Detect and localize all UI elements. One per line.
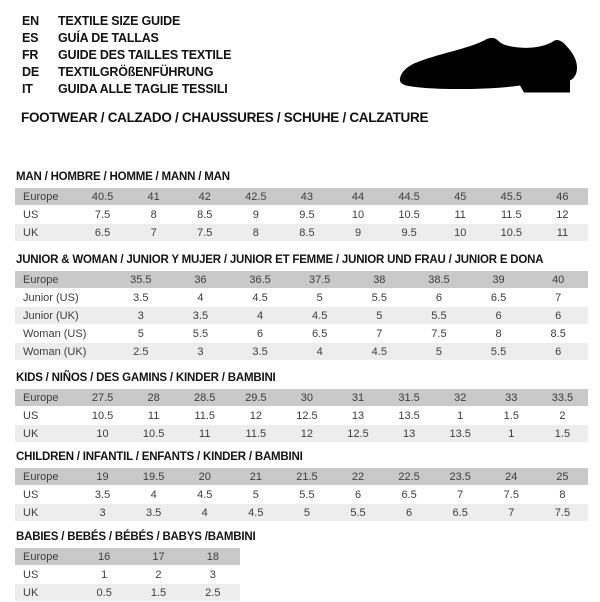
size-row	[15, 486, 588, 503]
row-label: Woman (UK)	[15, 343, 111, 360]
size-cell: 5.5	[409, 307, 469, 324]
size-cell: 7.5	[409, 325, 469, 342]
size-cell: 6	[230, 325, 290, 342]
size-cell: 18	[186, 548, 240, 565]
size-cell: 8	[128, 206, 179, 223]
size-cell: 45	[435, 188, 486, 205]
size-cell: 10.5	[384, 206, 435, 223]
size-cell: 7.5	[537, 504, 588, 521]
size-cell: 10.5	[486, 224, 537, 241]
language-row	[22, 46, 231, 63]
size-cell: 36	[171, 271, 231, 288]
size-row	[15, 504, 588, 521]
size-row	[15, 343, 588, 360]
size-cell: 13	[332, 407, 383, 424]
size-cell: 28.5	[179, 389, 230, 406]
size-cell: 22.5	[384, 468, 435, 485]
size-cell: 10	[435, 224, 486, 241]
size-cell: 30	[281, 389, 332, 406]
size-cell: 6.5	[469, 289, 529, 306]
size-cell: 7.5	[486, 486, 537, 503]
size-cell: 3.5	[128, 504, 179, 521]
size-cell: 42	[179, 188, 230, 205]
section-title: MAN / HOMBRE / HOMME / MANN / MAN	[16, 171, 230, 183]
size-cell: 7.5	[179, 224, 230, 241]
size-cell: 11.5	[179, 407, 230, 424]
size-cell: 6	[409, 289, 469, 306]
size-cell: 8	[537, 486, 588, 503]
row-label: UK	[15, 504, 77, 521]
size-cell: 16	[77, 548, 131, 565]
size-cell: 25	[537, 468, 588, 485]
size-cell: 4.5	[290, 307, 350, 324]
size-cell: 12.5	[332, 425, 383, 442]
size-cell: 4.5	[179, 486, 230, 503]
size-cell: 10.5	[128, 425, 179, 442]
size-cell: 4	[179, 504, 230, 521]
size-row	[15, 224, 588, 241]
size-cell: 39	[469, 271, 529, 288]
size-cell: 11	[128, 407, 179, 424]
size-cell: 7	[128, 224, 179, 241]
size-section-kids	[15, 372, 600, 443]
size-row	[15, 325, 588, 342]
size-cell: 2.5	[111, 343, 171, 360]
language-code: IT	[22, 81, 33, 96]
size-cell: 17	[131, 548, 185, 565]
row-label: US	[15, 486, 77, 503]
size-cell: 7	[350, 325, 410, 342]
size-cell: 8	[230, 224, 281, 241]
size-cell: 37.5	[290, 271, 350, 288]
language-row	[22, 63, 231, 80]
size-cell: 33	[486, 389, 537, 406]
language-code: DE	[22, 64, 39, 79]
row-label: Europe	[15, 468, 77, 485]
size-cell: 11	[537, 224, 588, 241]
size-cell: 9.5	[384, 224, 435, 241]
size-cell: 12	[230, 407, 281, 424]
size-cell: 38.5	[409, 271, 469, 288]
size-cell: 11.5	[486, 206, 537, 223]
size-cell: 3	[77, 504, 128, 521]
section-title: BABIES / BEBÉS / BÉBÉS / BABYS /BAMBINI	[16, 531, 256, 543]
size-row	[15, 206, 588, 223]
language-code: EN	[22, 13, 39, 28]
size-table-body	[15, 271, 588, 360]
size-cell: 12	[281, 425, 332, 442]
size-row	[15, 566, 240, 583]
size-cell: 13.5	[435, 425, 486, 442]
size-section-children	[15, 451, 600, 522]
size-cell: 9	[230, 206, 281, 223]
size-cell: 2	[537, 407, 588, 424]
size-cell: 3.5	[111, 289, 171, 306]
size-cell: 10	[332, 206, 383, 223]
size-cell: 10.5	[77, 407, 128, 424]
size-cell: 44.5	[384, 188, 435, 205]
size-cell: 13.5	[384, 407, 435, 424]
size-cell: 31	[332, 389, 383, 406]
size-cell: 6.5	[384, 486, 435, 503]
language-label: GUIDA ALLE TAGLIE TESSILI	[58, 81, 228, 96]
size-cell: 10	[77, 425, 128, 442]
size-cell: 28	[128, 389, 179, 406]
size-cell: 5.5	[332, 504, 383, 521]
size-cell: 3.5	[171, 307, 231, 324]
size-tables	[0, 171, 600, 602]
size-cell: 40.5	[77, 188, 128, 205]
size-cell: 32	[435, 389, 486, 406]
dress-shoe-icon	[398, 36, 578, 94]
size-row	[15, 307, 588, 324]
section-title: JUNIOR & WOMAN / JUNIOR Y MUJER / JUNIOR ET FEMME / JUNIOR UND FRAU / JUNIOR E DONA	[16, 254, 544, 266]
size-cell: 7	[486, 504, 537, 521]
size-cell: 6	[384, 504, 435, 521]
size-cell: 5.5	[350, 289, 410, 306]
size-cell: 6	[528, 307, 588, 324]
size-cell: 1	[435, 407, 486, 424]
size-cell: 44	[332, 188, 383, 205]
size-cell: 9	[332, 224, 383, 241]
size-section-babies	[15, 531, 600, 602]
size-cell: 7	[528, 289, 588, 306]
size-cell: 42.5	[230, 188, 281, 205]
size-cell: 11	[435, 206, 486, 223]
size-cell: 12	[537, 206, 588, 223]
size-cell: 24	[486, 468, 537, 485]
size-cell: 5	[111, 325, 171, 342]
section-title: CHILDREN / INFANTIL / ENFANTS / KINDER / BAMBINI	[16, 451, 303, 463]
size-cell: 19.5	[128, 468, 179, 485]
size-cell: 2.5	[186, 584, 240, 601]
size-cell: 6.5	[290, 325, 350, 342]
size-cell: 33.5	[537, 389, 588, 406]
size-cell: 4.5	[350, 343, 410, 360]
size-cell: 46	[537, 188, 588, 205]
size-table-junior-woman	[15, 270, 588, 361]
size-cell: 3.5	[230, 343, 290, 360]
size-cell: 22	[332, 468, 383, 485]
size-cell: 3	[171, 343, 231, 360]
size-cell: 12.5	[281, 407, 332, 424]
row-label: Europe	[15, 548, 77, 565]
size-cell: 6	[528, 343, 588, 360]
language-label: TEXTILE SIZE GUIDE	[58, 13, 181, 28]
size-cell: 23.5	[435, 468, 486, 485]
size-cell: 1.5	[537, 425, 588, 442]
size-table-man	[15, 187, 588, 242]
language-label: GUÍA DE TALLAS	[58, 30, 159, 45]
row-label: UK	[15, 425, 77, 442]
size-cell: 7.5	[77, 206, 128, 223]
size-cell: 1	[77, 566, 131, 583]
language-row	[22, 29, 231, 46]
size-cell: 6.5	[77, 224, 128, 241]
size-cell: 11.5	[230, 425, 281, 442]
size-row	[15, 188, 588, 205]
size-cell: 8	[469, 325, 529, 342]
size-cell: 4	[290, 343, 350, 360]
size-cell: 4.5	[230, 289, 290, 306]
size-cell: 4	[230, 307, 290, 324]
size-cell: 8.5	[528, 325, 588, 342]
size-table-body	[15, 548, 240, 601]
size-cell: 38	[350, 271, 410, 288]
size-cell: 5	[281, 504, 332, 521]
size-section-man	[15, 171, 600, 242]
size-row	[15, 289, 588, 306]
size-table-body	[15, 188, 588, 241]
size-cell: 5.5	[171, 325, 231, 342]
size-table-body	[15, 389, 588, 442]
row-label: US	[15, 206, 77, 223]
size-cell: 3.5	[77, 486, 128, 503]
size-cell: 21	[230, 468, 281, 485]
size-cell: 9.5	[281, 206, 332, 223]
size-cell: 0.5	[77, 584, 131, 601]
row-label: Europe	[15, 389, 77, 406]
size-cell: 45.5	[486, 188, 537, 205]
size-cell: 6	[332, 486, 383, 503]
size-cell: 5.5	[469, 343, 529, 360]
size-cell: 41	[128, 188, 179, 205]
size-cell: 31.5	[384, 389, 435, 406]
size-cell: 5	[350, 307, 410, 324]
size-cell: 5.5	[281, 486, 332, 503]
size-cell: 6	[469, 307, 529, 324]
row-label: Europe	[15, 188, 77, 205]
size-cell: 43	[281, 188, 332, 205]
size-row	[15, 271, 588, 288]
category-title: FOOTWEAR / CALZADO / CHAUSSURES / SCHUHE / CALZATURE	[21, 110, 429, 125]
language-label: TEXTILGRÖßENFÜHRUNG	[58, 64, 214, 79]
size-cell: 4.5	[230, 504, 281, 521]
size-cell: 6.5	[435, 504, 486, 521]
size-cell: 35.5	[111, 271, 171, 288]
size-cell: 2	[131, 566, 185, 583]
size-cell: 29.5	[230, 389, 281, 406]
size-cell: 1	[486, 425, 537, 442]
row-label: Europe	[15, 271, 111, 288]
size-cell: 8.5	[179, 206, 230, 223]
size-cell: 11	[179, 425, 230, 442]
row-label: Junior (UK)	[15, 307, 111, 324]
row-label: UK	[15, 584, 77, 601]
size-cell: 5	[409, 343, 469, 360]
size-row	[15, 389, 588, 406]
size-cell: 1.5	[486, 407, 537, 424]
size-cell: 20	[179, 468, 230, 485]
row-label: US	[15, 566, 77, 583]
size-cell: 7	[435, 486, 486, 503]
size-cell: 3	[111, 307, 171, 324]
size-cell: 40	[528, 271, 588, 288]
section-title: KIDS / NIÑOS / DES GAMINS / KINDER / BAMBINI	[16, 372, 276, 384]
size-table-body	[15, 468, 588, 521]
size-cell: 13	[384, 425, 435, 442]
language-code: FR	[22, 47, 39, 62]
size-row	[15, 548, 240, 565]
row-label: Woman (US)	[15, 325, 111, 342]
language-list	[22, 12, 231, 97]
size-cell: 1.5	[131, 584, 185, 601]
size-table-kids	[15, 388, 588, 443]
header	[0, 0, 600, 126]
size-cell: 4	[171, 289, 231, 306]
language-row	[22, 80, 231, 97]
row-label: Junior (US)	[15, 289, 111, 306]
language-row	[22, 12, 231, 29]
size-row	[15, 407, 588, 424]
size-section-junior-woman	[15, 254, 600, 361]
language-label: GUIDE DES TAILLES TEXTILE	[58, 47, 232, 62]
size-table-babies	[15, 547, 240, 602]
language-code: ES	[22, 30, 39, 45]
size-cell: 5	[290, 289, 350, 306]
size-cell: 21.5	[281, 468, 332, 485]
size-row	[15, 584, 240, 601]
size-table-children	[15, 467, 588, 522]
size-cell: 27.5	[77, 389, 128, 406]
size-cell: 8.5	[281, 224, 332, 241]
row-label: US	[15, 407, 77, 424]
size-row	[15, 468, 588, 485]
row-label: UK	[15, 224, 77, 241]
size-cell: 19	[77, 468, 128, 485]
size-cell: 36.5	[230, 271, 290, 288]
size-cell: 4	[128, 486, 179, 503]
size-cell: 3	[186, 566, 240, 583]
size-cell: 5	[230, 486, 281, 503]
size-row	[15, 425, 588, 442]
